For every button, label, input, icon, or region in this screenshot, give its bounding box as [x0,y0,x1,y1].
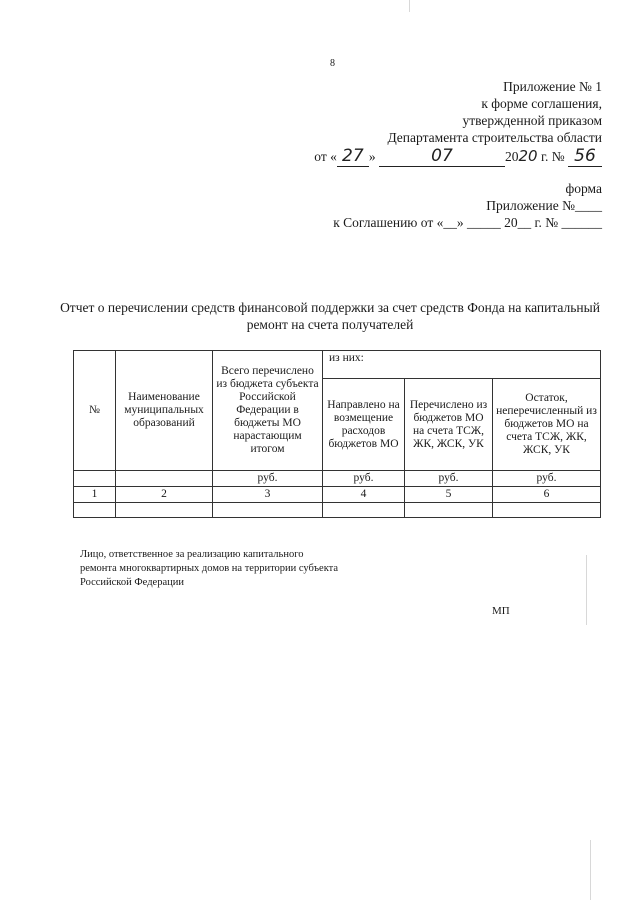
column-number: 2 [116,487,213,503]
appendix-line: утвержденной приказом [462,113,602,128]
year-prefix: 20 [505,149,519,164]
unit-cell: руб. [493,471,601,487]
appendix-line: к форме соглашения, [481,96,602,111]
empty-cell [74,503,116,518]
header-directed: Направлено на возмещение расходов бюджетов МО [323,379,405,471]
column-number: 6 [493,487,601,503]
header-num: № [74,351,116,471]
stamp-place-label: МП [492,605,510,617]
handwritten-year: 20 [518,147,538,165]
unit-cell: руб. [323,471,405,487]
empty-cell [116,503,213,518]
appendix-number-line: Приложение №____ [486,198,602,213]
header-name: Наименование муниципальных образований [116,351,213,471]
header-transferred: Перечислено из бюджетов МО на счета ТСЖ, ЖК, ЖСК, УК [405,379,493,471]
page-number: 8 [330,58,335,69]
responsible-person-label: Лицо, ответственное за реализацию капитального ремонта многоквартирных домов на территории субъекта Российской Федерации [80,549,339,588]
appendix-line: Приложение № 1 [503,79,602,94]
handwritten-month: 07 [379,146,505,167]
empty-cell [493,503,601,518]
header-of-them: из них: [323,351,601,379]
agreement-line: к Соглашению от «__» _____ 20__ г. № ______ [333,215,602,230]
order-date-line [314,146,602,167]
units-empty-cell [116,471,213,487]
units-row [74,471,601,487]
column-number: 3 [213,487,323,503]
document-title: Отчет о перечислении средств финансовой поддержки за счет средств Фонда на капитальный ремонт на счета получателей [60,300,600,332]
scan-artifact-line [590,840,591,900]
header-remainder: Остаток, неперечисленный из бюджетов МО на счета ТСЖ, ЖК, ЖСК, УК [493,379,601,471]
number-prefix: г. № [540,149,565,164]
handwritten-number: 56 [568,146,602,167]
units-empty-cell [74,471,116,487]
unit-cell: руб. [213,471,323,487]
date-prefix: от « [314,149,337,164]
column-number-row [74,487,601,503]
form-block [272,180,602,231]
empty-cell [405,503,493,518]
scan-artifact-line [586,555,587,625]
scan-artifact-line [409,0,410,12]
empty-cell [323,503,405,518]
form-label: форма [565,181,602,196]
appendix-line: Департамента строительства области [387,130,602,145]
header-total: Всего перечислено из бюджета субъекта Российской Федерации в бюджеты МО нарастающим итогом [213,351,323,471]
appendix-header [272,78,602,146]
column-number: 5 [405,487,493,503]
column-number: 1 [74,487,116,503]
column-number: 4 [323,487,405,503]
date-mid: » [368,149,376,164]
empty-data-row [74,503,601,518]
unit-cell: руб. [405,471,493,487]
report-table [73,350,601,518]
handwritten-day: 27 [337,146,369,167]
empty-cell [213,503,323,518]
